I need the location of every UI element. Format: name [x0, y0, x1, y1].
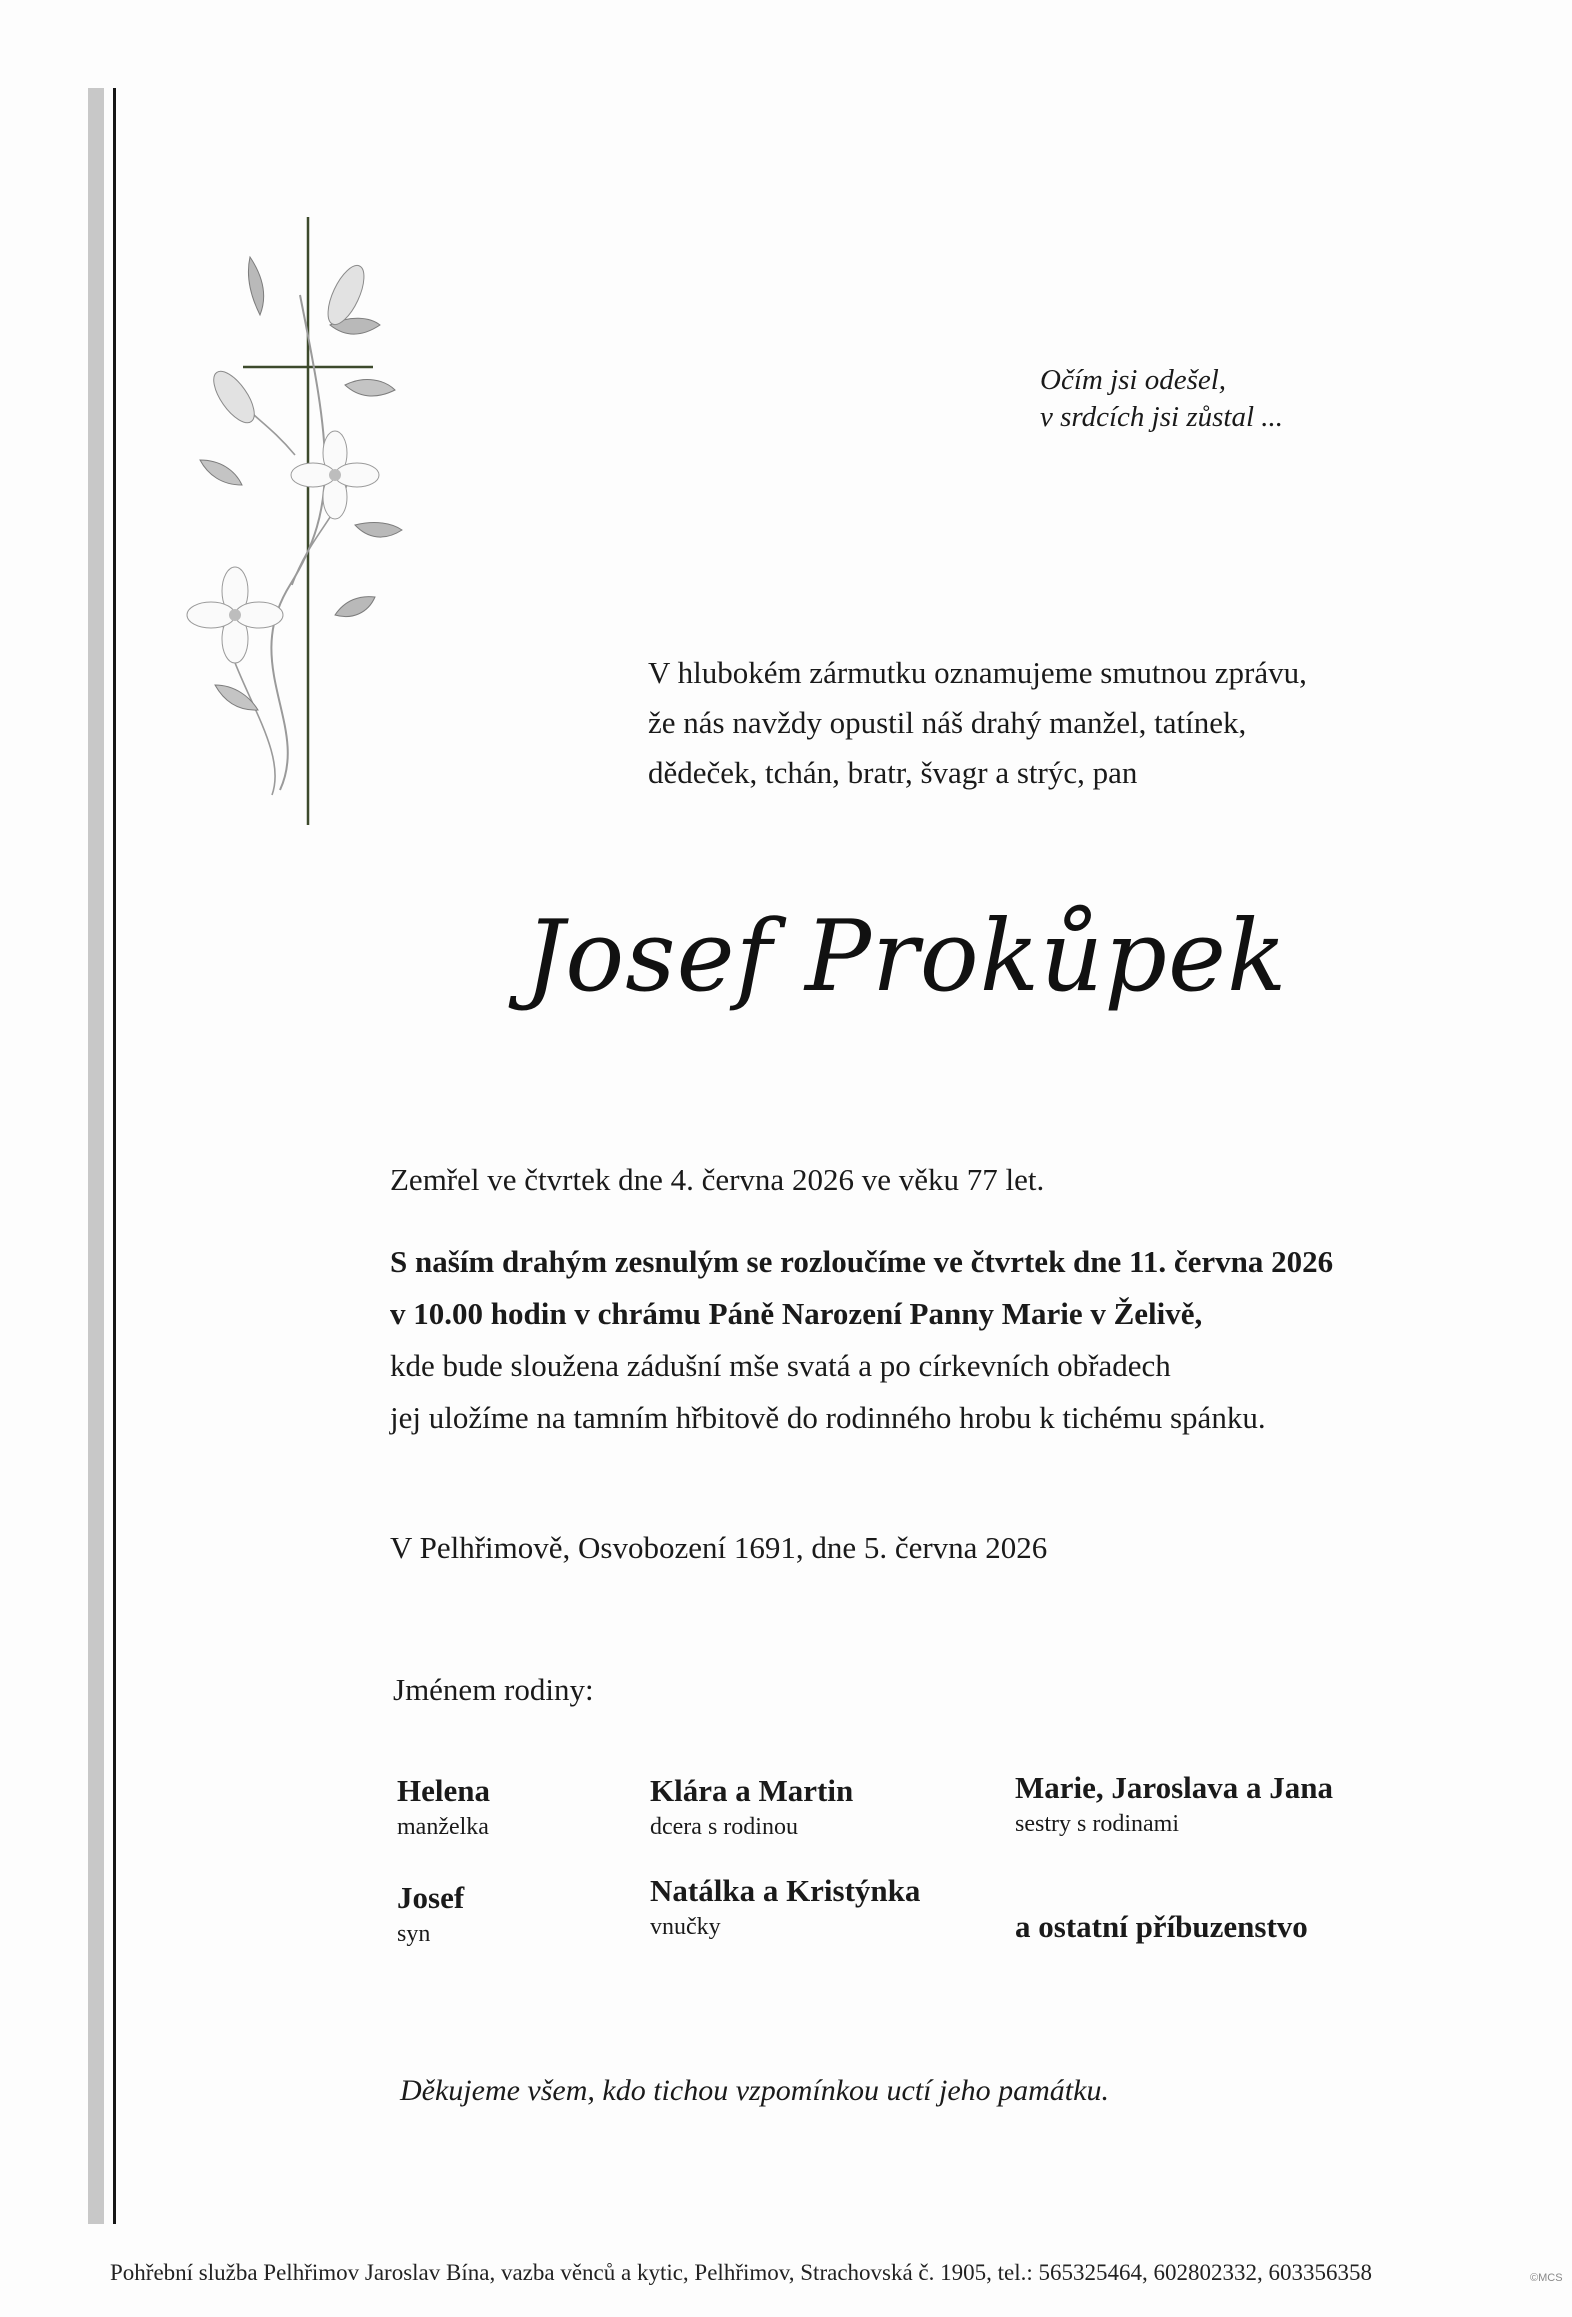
cross-flower-ornament	[180, 205, 410, 845]
funeral-line-3: kde bude sloužena zádušní mše svatá a po církevních obřadech	[390, 1348, 1171, 1383]
thanks-line: Děkujeme všem, kdo tichou vzpomínkou uctí jeho památku.	[400, 2074, 1109, 2107]
family-member-klara	[650, 1772, 853, 1844]
family-member-helena	[397, 1772, 490, 1844]
member-name: Josef	[397, 1880, 465, 1915]
motto	[1040, 362, 1283, 436]
funeral-service-footer: Pohřební služba Pelhřimov Jaroslav Bína, vazba věnců a kytic, Pelhřimov, Strachovská č. 1905, tel.: 565325464, 602802332, 603356358	[110, 2260, 1373, 2285]
member-role: sestry s rodinami	[1015, 1811, 1179, 1837]
intro-line-1: V hlubokém zármutku oznamujeme smutnou zprávu,	[648, 655, 1307, 690]
copyright-mark: ©MCS	[1530, 2272, 1563, 2284]
funeral-line-4: jej uložíme na tamním hřbitově do rodinného hrobu k tichému spánku.	[390, 1400, 1266, 1435]
motto-line-2: v srdcích jsi zůstal ...	[1040, 401, 1284, 433]
member-role: manželka	[397, 1814, 489, 1840]
funeral-details	[390, 1236, 1333, 1444]
place-and-date: V Pelhřimově, Osvobození 1691, dne 5. června 2026	[390, 1530, 1048, 1565]
family-member-josef	[397, 1879, 464, 1951]
other-relatives: a ostatní příbuzenstvo	[1015, 1909, 1308, 1944]
intro-line-3: dědeček, tchán, bratr, švagr a strýc, pan	[648, 755, 1138, 790]
member-name: Helena	[397, 1773, 490, 1808]
member-role: vnučky	[650, 1914, 721, 1940]
family-label: Jménem rodiny:	[393, 1672, 594, 1707]
funeral-line-2: v 10.00 hodin v chrámu Páně Narození Panny Marie v Želivě,	[390, 1296, 1203, 1331]
motto-line-1: Očím jsi odešel,	[1040, 364, 1227, 396]
family-member-marie	[1015, 1769, 1333, 1841]
side-black-line	[113, 88, 116, 2224]
intro-line-2: že nás navždy opustil náš drahý manžel, tatínek,	[648, 705, 1247, 740]
announcement-intro	[648, 648, 1307, 798]
member-name: Marie, Jaroslava a Jana	[1015, 1770, 1334, 1805]
funeral-line-1: S naším drahým zesnulým se rozloučíme ve čtvrtek dne 11. června 2026	[390, 1244, 1334, 1279]
death-notice: Zemřel ve čtvrtek dne 4. června 2026 ve věku 77 let.	[390, 1162, 1045, 1197]
deceased-name: Josef Prokůpek	[525, 900, 1288, 1014]
member-name: Natálka a Kristýnka	[650, 1873, 921, 1908]
family-member-natalka	[650, 1872, 920, 1944]
member-role: dcera s rodinou	[650, 1814, 798, 1840]
side-grey-bar	[88, 88, 104, 2224]
member-role: syn	[397, 1921, 431, 1947]
member-name: Klára a Martin	[650, 1773, 854, 1808]
